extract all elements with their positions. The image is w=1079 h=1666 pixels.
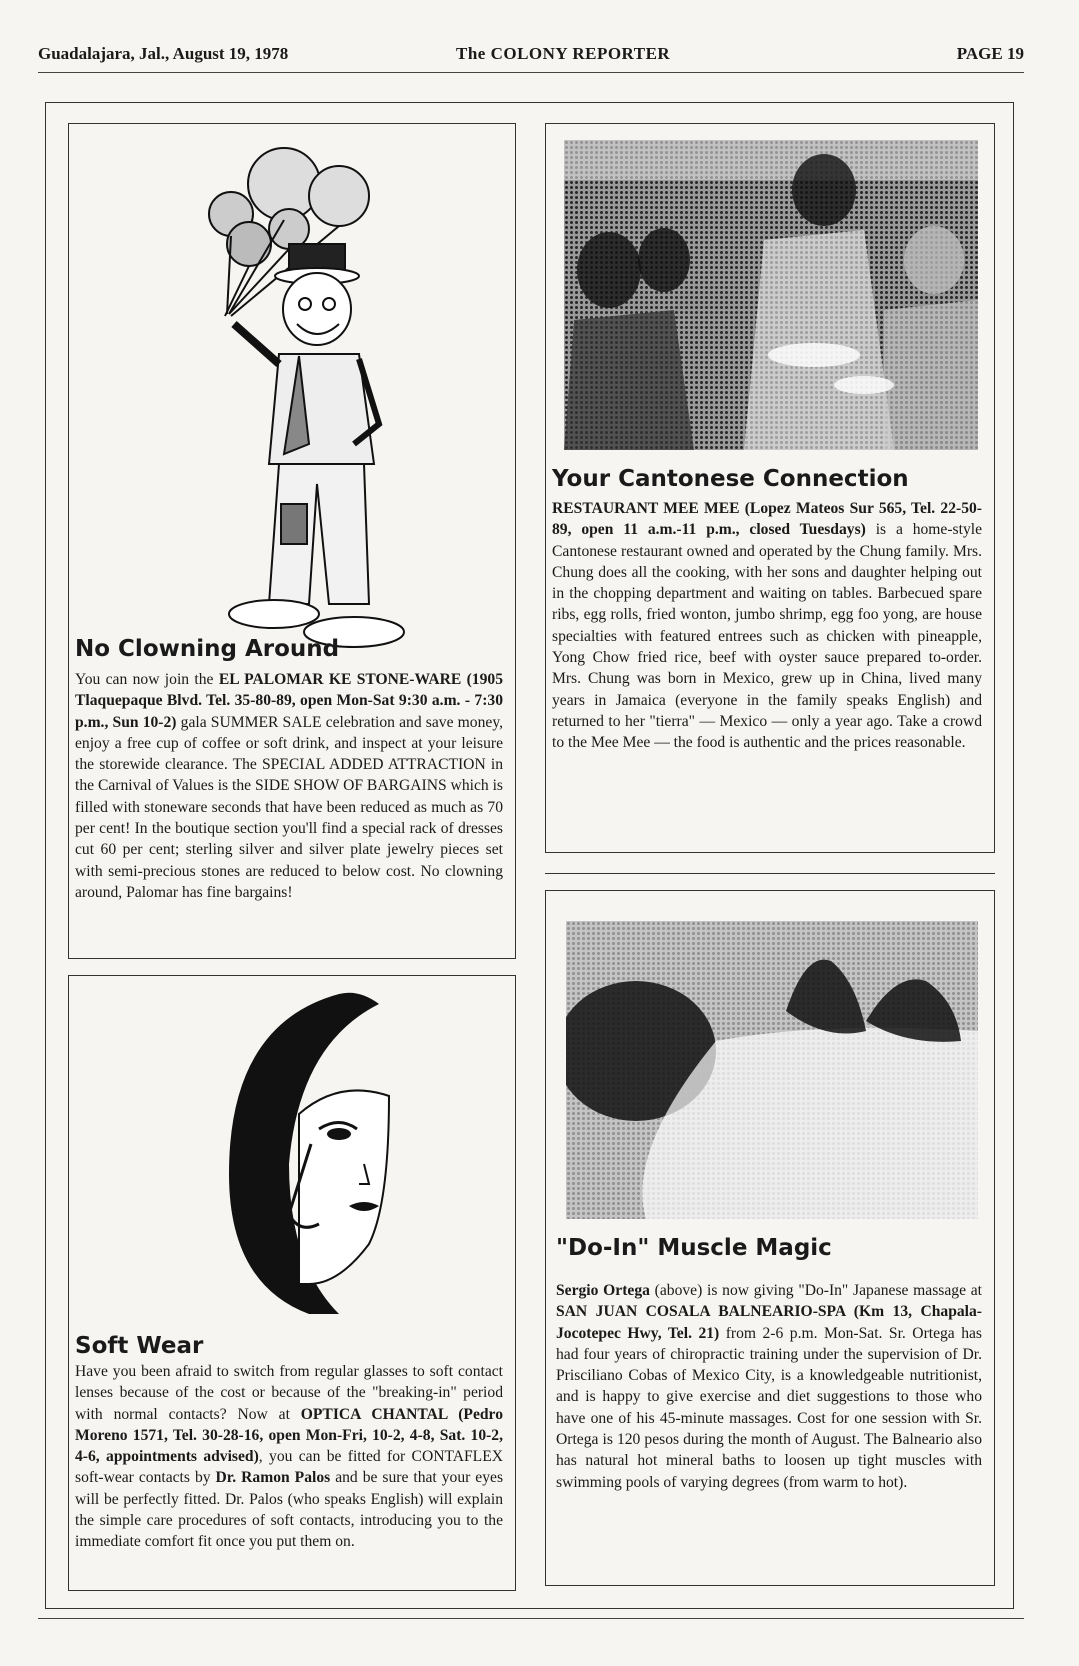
article-doin [545, 890, 995, 1586]
page-number: PAGE 19 [956, 44, 1024, 63]
softwear-lead: Have you been afraid to switch from regular glasses to soft contact lenses because of the cost or because of the "breaking-in" period with normal contacts? Now at [75, 1363, 503, 1423]
softwear-text: and be sure that your eyes will be perfectly fitted. Dr. Palos (who speaks English) will explain the simple care procedures of soft contacts, introducing you to the immediate comfort fit once you put them on. [75, 1469, 504, 1551]
clowning-business: EL PALOMAR KE STONE-WARE (1905 Tlaquepaque Blvd. Tel. 35-80-89, open Mon-Sat 9:30 a.m. - 7:30 p.m., Sun 10-2) [75, 671, 503, 731]
clowning-lead: You can now join the [75, 671, 219, 688]
softwear-headline: Soft Wear [75, 1333, 204, 1359]
article-softwear [68, 975, 516, 1591]
column-rule [545, 873, 995, 874]
clowning-headline: No Clowning Around [75, 636, 340, 662]
article-clowning [68, 123, 516, 959]
cantonese-text: is a home-style Cantonese restaurant owned and operated by the Chung family. Mrs. Chung does all the cooking, with her sons and daughter helping out in the chopping department and waiting on tables. Barbecued spare ribs, egg rolls, fried wonton, jumbo shrimp, egg foo yong, are house specialties with featured entrees such as chicken with pineapple, Yong Chow fried rice, beef with oyster sauce prepared to-order. Mrs. Chung was born in Mexico, grew up in China, lived many years in Jamaica (everyone in the family speaks English) and returned to her "tierra" — Mexico — only a year ago. Take a crowd to the Mee Mee — the food is authentic and the prices reasonable. [552, 521, 982, 752]
softwear-business: OPTICA CHANTAL (Pedro Moreno 1571, Tel. 30-28-16, open Mon-Fri, 10-2, 4-8, Sat. 10-2, 4-6, appointments advised) [75, 1405, 503, 1466]
softwear-doctor: Dr. Ramon Palos [215, 1469, 331, 1487]
restaurant-photo [564, 140, 978, 450]
doin-name: Sergio Ortega [556, 1282, 650, 1299]
cantonese-body [552, 498, 982, 754]
woman-illustration [189, 984, 449, 1314]
masthead [38, 44, 1024, 70]
woman-face-icon [189, 984, 449, 1314]
clowning-body [75, 669, 503, 903]
doin-text: from 2-6 p.m. Mon-Sat. Sr. Ortega has had four years of chiropractic training under the supervision of Dr. Prisciliano Cobas of Mexico City, is a knowledgeable nutritionist, and is happy to give exercise and diet suggestions to those who have one of his 45-minute massages. Cost for one session with Sr. Ortega is 120 pesos during the month of August. The Balneario also has natural hot mineral baths to loosen up tight muscles with swimming pools of varying degrees (from warm to hot). [556, 1324, 982, 1491]
issue-date: Guadalajara, Jal., August 19, 1978 [38, 44, 289, 63]
doin-body [556, 1280, 982, 1493]
doin-lead: (above) is now giving "Do-In" Japanese massage at [649, 1282, 982, 1299]
masthead-rule [38, 72, 1024, 73]
clown-icon [189, 144, 439, 664]
doin-headline: "Do-In" Muscle Magic [556, 1235, 832, 1261]
bottom-rule [38, 1618, 1024, 1619]
massage-photo-icon [566, 921, 978, 1219]
doin-business: SAN JUAN COSALA BALNEARIO-SPA (Km 13, Chapala-Jocotepec Hwy, Tel. 21) [556, 1303, 982, 1342]
softwear-mid: , you can be fitted for CONTAFLEX soft-wear contacts by [75, 1448, 503, 1487]
clowning-text: gala SUMMER SALE celebration and save money, enjoy a free cup of coffee or soft drink, and inspect at your leisure the storewide clearance. The SPECIAL ADDED ATTRACTION in the Carnival of Values is the SIDE SHOW OF BARGAINS which is filled with stoneware seconds that have been reduced as much as 70 per cent! In the boutique section you'll find a special rack of dresses cut 60 per cent; sterling silver and silver plate jewelry pieces set with semi-precious stones are reduced to below cost. No clowning around, Palomar has fine bargains! [75, 713, 503, 901]
restaurant-photo-icon [564, 140, 978, 450]
massage-photo [566, 921, 978, 1219]
cantonese-headline: Your Cantonese Connection [552, 466, 909, 492]
article-cantonese [545, 123, 995, 853]
softwear-body [75, 1361, 503, 1553]
paper-name: The COLONY REPORTER [456, 44, 671, 63]
cantonese-business: RESTAURANT MEE MEE (Lopez Mateos Sur 565, Tel. 22-50-89, open 11 a.m.-11 p.m., closed Tuesdays) [552, 500, 982, 539]
clown-illustration [189, 144, 439, 664]
